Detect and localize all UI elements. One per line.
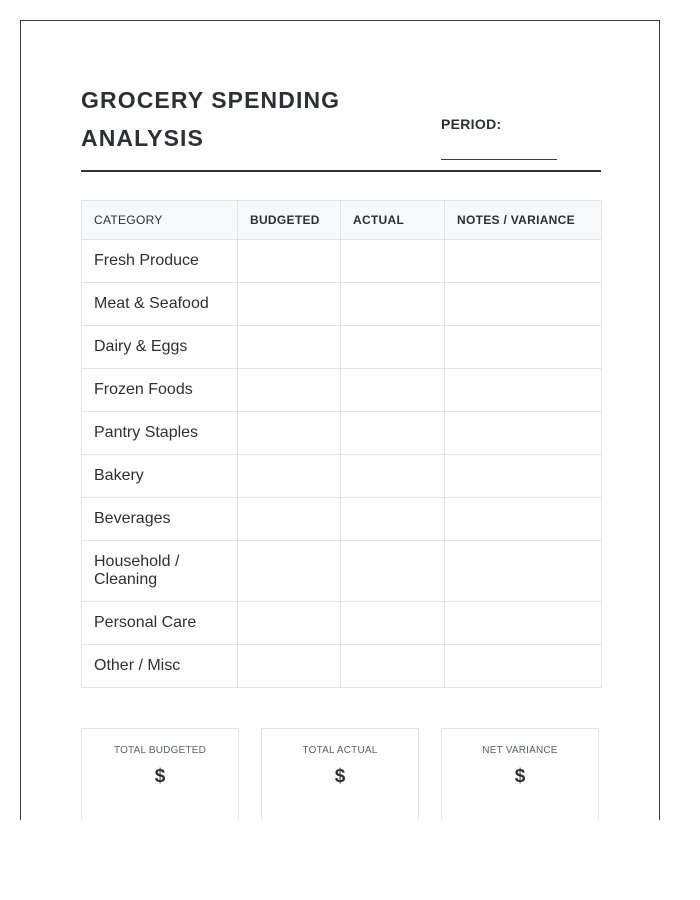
category-cell: Personal Care: [82, 602, 238, 645]
budgeted-cell[interactable]: [238, 283, 341, 326]
net-variance-value[interactable]: $: [514, 766, 526, 787]
table-row: [82, 455, 602, 498]
table-row: [82, 645, 602, 688]
total-actual-box: [261, 728, 419, 820]
actual-cell[interactable]: [341, 412, 445, 455]
net-variance-label: NET VARIANCE: [482, 745, 558, 756]
actual-cell[interactable]: [341, 602, 445, 645]
actual-cell[interactable]: [341, 326, 445, 369]
category-cell: Frozen Foods: [82, 369, 238, 412]
category-cell: Bakery: [82, 455, 238, 498]
total-budgeted-value[interactable]: $: [154, 766, 166, 787]
budgeted-cell[interactable]: [238, 541, 341, 602]
period-field: [441, 116, 561, 160]
table-row: [82, 541, 602, 602]
table-row: [82, 412, 602, 455]
notes-variance-cell[interactable]: [445, 645, 602, 688]
actual-cell[interactable]: [341, 240, 445, 283]
total-budgeted-box: [81, 728, 239, 820]
table-row: [82, 326, 602, 369]
period-label: PERIOD:: [441, 116, 502, 132]
column-header-category: CATEGORY: [82, 201, 238, 240]
spending-table: [81, 200, 602, 688]
period-blank-line[interactable]: [441, 159, 557, 160]
category-cell: Beverages: [82, 498, 238, 541]
column-header-budgeted: BUDGETED: [238, 201, 341, 240]
table-header-row: [82, 201, 602, 240]
budgeted-cell[interactable]: [238, 498, 341, 541]
budgeted-cell[interactable]: [238, 602, 341, 645]
column-header-actual: ACTUAL: [341, 201, 445, 240]
actual-cell[interactable]: [341, 455, 445, 498]
worksheet-header: [81, 81, 601, 172]
column-header-notes-variance: NOTES / VARIANCE: [445, 201, 602, 240]
table-row: [82, 283, 602, 326]
category-cell: Pantry Staples: [82, 412, 238, 455]
table-row: [82, 602, 602, 645]
category-cell: Household / Cleaning: [82, 541, 238, 602]
budgeted-cell[interactable]: [238, 240, 341, 283]
total-actual-value[interactable]: $: [334, 766, 346, 787]
notes-variance-cell[interactable]: [445, 326, 602, 369]
actual-cell[interactable]: [341, 369, 445, 412]
table-row: [82, 240, 602, 283]
table-row: [82, 498, 602, 541]
budgeted-cell[interactable]: [238, 412, 341, 455]
notes-variance-cell[interactable]: [445, 602, 602, 645]
actual-cell[interactable]: [341, 541, 445, 602]
category-cell: Dairy & Eggs: [82, 326, 238, 369]
notes-variance-cell[interactable]: [445, 369, 602, 412]
notes-variance-cell[interactable]: [445, 498, 602, 541]
notes-variance-cell[interactable]: [445, 283, 602, 326]
budgeted-cell[interactable]: [238, 326, 341, 369]
category-cell: Fresh Produce: [82, 240, 238, 283]
actual-cell[interactable]: [341, 498, 445, 541]
budgeted-cell[interactable]: [238, 645, 341, 688]
notes-variance-cell[interactable]: [445, 455, 602, 498]
budgeted-cell[interactable]: [238, 369, 341, 412]
worksheet-page: [20, 20, 660, 820]
actual-cell[interactable]: [341, 645, 445, 688]
net-variance-box: [441, 728, 599, 820]
total-budgeted-label: TOTAL BUDGETED: [113, 745, 207, 756]
category-cell: Other / Misc: [82, 645, 238, 688]
total-actual-label: TOTAL ACTUAL: [302, 745, 378, 756]
notes-variance-cell[interactable]: [445, 412, 602, 455]
table-row: [82, 369, 602, 412]
category-cell: Meat & Seafood: [82, 283, 238, 326]
budgeted-cell[interactable]: [238, 455, 341, 498]
actual-cell[interactable]: [341, 283, 445, 326]
page-title: GROCERY SPENDING ANALYSIS: [81, 87, 341, 151]
notes-variance-cell[interactable]: [445, 240, 602, 283]
notes-variance-cell[interactable]: [445, 541, 602, 602]
